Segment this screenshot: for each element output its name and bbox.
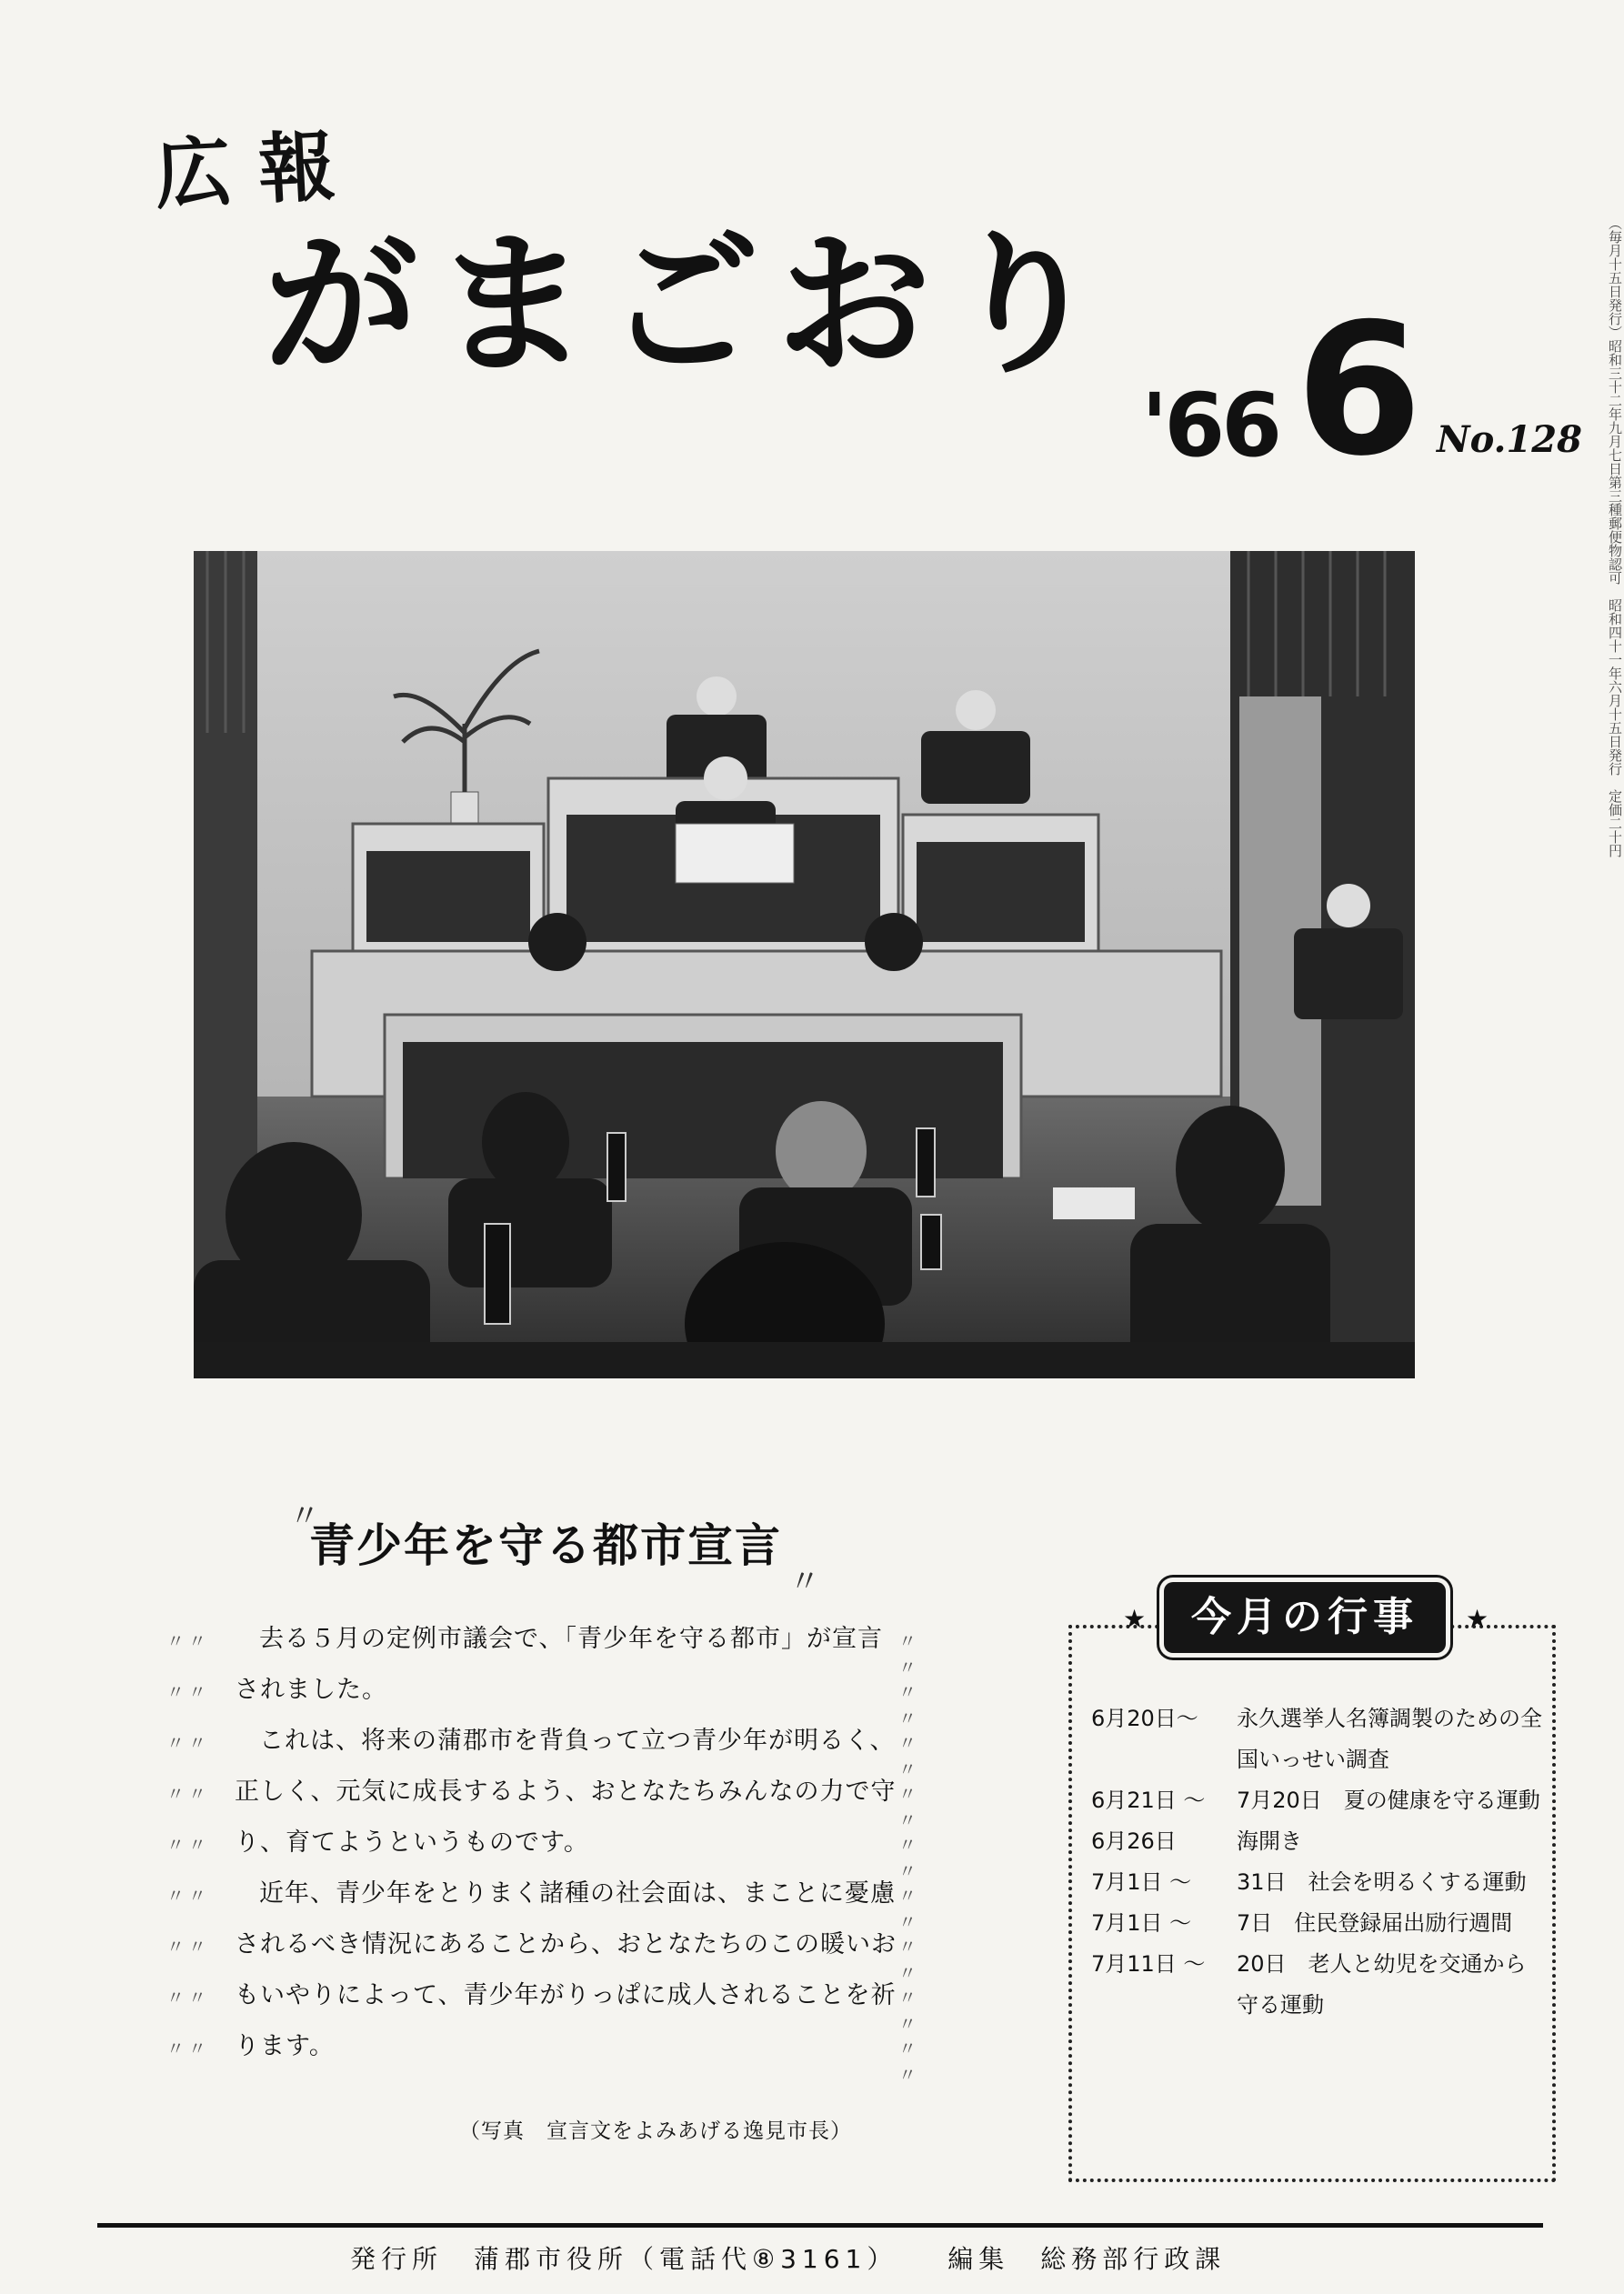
article-headline: 青少年を守る都市宣言 <box>309 1519 782 1572</box>
ditto-mark-right: 〃〃 <box>898 1630 920 1678</box>
body-line <box>166 1868 920 1933</box>
council-chamber-photo <box>194 551 1415 1378</box>
footer-divider <box>97 2223 1543 2228</box>
event-item <box>1091 1903 1542 1944</box>
body-text: これは、将来の蒲郡市を背負って立つ青少年が明るく、 <box>259 1727 896 1755</box>
body-text: ります。 <box>235 2032 335 2060</box>
event-date: 7月11日 〜 <box>1091 1951 1206 1977</box>
body-line <box>166 1818 920 1882</box>
body-line <box>166 1767 920 1831</box>
footer <box>350 2239 1262 2276</box>
event-date: 6月21日 〜 <box>1091 1788 1206 1813</box>
quote-mark-close: 〃 <box>789 1564 820 1600</box>
event-date: 6月26日 <box>1091 1828 1177 1854</box>
ditto-mark-left: 〃〃 <box>166 2038 210 2059</box>
ditto-mark-right: 〃〃 <box>898 1936 920 1984</box>
body-line <box>166 1716 920 1780</box>
body-text: り、育てようというものです。 <box>235 1828 589 1857</box>
body-line <box>166 1970 920 2035</box>
ditto-mark-right: 〃〃 <box>898 2038 920 2086</box>
event-item <box>1091 1821 1542 1862</box>
body-text: されました。 <box>235 1676 387 1704</box>
star-icon: ★ <box>1466 1604 1489 1634</box>
event-description: 7日 住民登録届出励行週間 <box>1237 1910 1513 1936</box>
event-description: 永久選挙人名簿調製のための全国いっせい調査 <box>1237 1706 1542 1772</box>
body-text: 去る５月の定例市議会で、「青少年を守る都市」が宣言 <box>259 1625 883 1653</box>
event-item <box>1091 1780 1542 1821</box>
event-item <box>1091 1944 1542 2026</box>
event-date: 6月20日〜 <box>1091 1706 1198 1731</box>
ditto-mark-left: 〃〃 <box>166 1885 210 1907</box>
event-item <box>1091 1862 1542 1903</box>
quote-mark-open: 〃 <box>289 1498 320 1535</box>
footer-publisher: 発行所 蒲郡市役所（電話代⑧3161） <box>350 2244 898 2274</box>
issue-month: 6 <box>1296 285 1423 496</box>
ditto-mark-left: 〃〃 <box>166 1936 210 1958</box>
article-body <box>166 1614 920 2086</box>
event-date: 7月1日 〜 <box>1091 1910 1192 1936</box>
body-text: もいやりによって、青少年がりっぱに成人されることを祈 <box>235 1981 897 2009</box>
issue-number: No.128 <box>1437 418 1582 461</box>
publication-registration-strip: （毎月十五日発行）昭和三十二年九月七日第三種郵便物認可 昭和四十一年六月十五日発行 定価二十円 <box>1607 216 1623 857</box>
ditto-mark-left: 〃〃 <box>166 1732 210 1754</box>
event-description: 海開き <box>1237 1828 1302 1854</box>
event-description: 20日 老人と幼児を交通から守る運動 <box>1237 1951 1527 2018</box>
footer-editor: 編集 総務部行政課 <box>947 2244 1227 2274</box>
body-line <box>166 1614 920 1678</box>
body-line <box>166 1665 920 1729</box>
photo-illustration <box>194 551 1415 1378</box>
ditto-mark-right: 〃〃 <box>898 1783 920 1831</box>
star-icon: ★ <box>1123 1604 1147 1634</box>
publication-title: がまごおり <box>264 214 1119 396</box>
ditto-mark-left: 〃〃 <box>166 1630 210 1652</box>
ditto-mark-right: 〃〃 <box>898 1834 920 1882</box>
body-line <box>166 1919 920 1984</box>
body-line <box>166 2021 920 2086</box>
events-list <box>1091 1698 1542 2026</box>
body-text: 近年、青少年をとりまく諸種の社会面は、まことに憂慮 <box>259 1879 896 1908</box>
publication-label: 広報 <box>152 119 365 220</box>
body-text: されるべき情況にあることから、おとなたちのこの暖いお <box>235 1930 897 1958</box>
event-description: 31日 社会を明るくする運動 <box>1237 1869 1527 1895</box>
ditto-mark-right: 〃〃 <box>898 1732 920 1780</box>
ditto-mark-right: 〃〃 <box>898 1885 920 1933</box>
ditto-mark-right: 〃〃 <box>898 1681 920 1729</box>
ditto-mark-left: 〃〃 <box>166 1834 210 1856</box>
ditto-mark-left: 〃〃 <box>166 1681 210 1703</box>
body-text: 正しく、元気に成長するよう、おとなたちみんなの力で守 <box>235 1778 897 1806</box>
issue-year: '66 <box>1141 375 1278 476</box>
photo-caption: （写真 宣言文をよみあげる逸見市長） <box>459 2119 852 2143</box>
ditto-mark-left: 〃〃 <box>166 1783 210 1805</box>
event-date: 7月1日 〜 <box>1091 1869 1192 1895</box>
ditto-mark-left: 〃〃 <box>166 1987 210 2009</box>
event-description: 7月20日 夏の健康を守る運動 <box>1237 1788 1540 1813</box>
events-title: 今月の行事 <box>1164 1582 1446 1653</box>
event-item <box>1091 1698 1542 1780</box>
ditto-mark-right: 〃〃 <box>898 1987 920 2035</box>
